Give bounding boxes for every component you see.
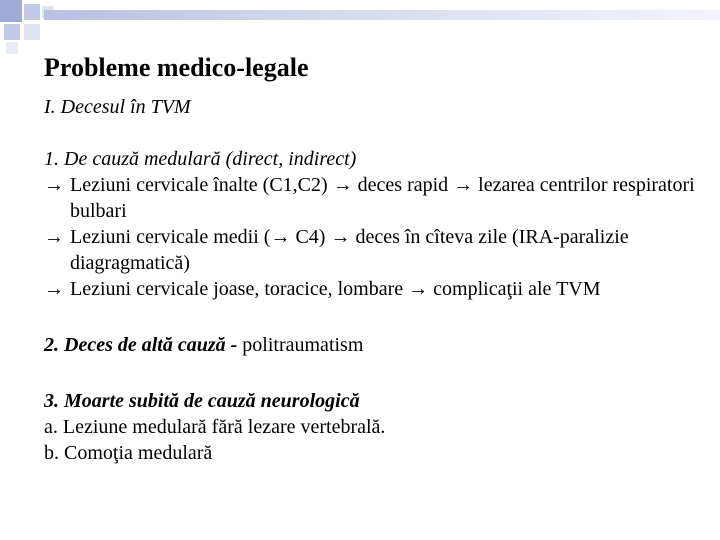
corner-square-small (6, 42, 18, 54)
arrow-icon: → (44, 226, 64, 248)
item-1-bullet (44, 172, 704, 224)
item-1-bullet (44, 224, 704, 276)
item-3-heading: 3. Moarte subită de cauză neurologică (44, 390, 360, 412)
slide-title: Probleme medico-legale (44, 53, 309, 82)
corner-square (24, 4, 40, 20)
item-1-bullet (44, 276, 704, 302)
corner-square (24, 24, 40, 40)
corner-square (4, 24, 20, 40)
item-1 (44, 146, 704, 302)
arrow-icon: → (44, 174, 64, 196)
item-2-line (44, 332, 704, 358)
arrow-icon: → (44, 278, 64, 300)
corner-square-large (0, 0, 22, 22)
bullet-text: Leziuni cervicale medii (→ C4) → deces în cîteva zile (IRA-paralizie diagragmatică) (70, 226, 629, 274)
section-heading-block (44, 94, 704, 120)
item-1-heading: 1. De cauză medulară (direct, indirect) (44, 148, 357, 170)
item-3 (44, 388, 704, 466)
bullet-text: Leziuni cervicale înalte (C1,C2) → deces rapid → lezarea centrilor respiratori bulbari (70, 174, 695, 222)
item-3-line: b. Comoţia medulară (44, 442, 213, 464)
slide-content (44, 48, 704, 466)
item-2-heading: 2. Deces de altă cauză - (44, 334, 238, 356)
item-2 (44, 332, 704, 358)
bullet-text: Leziuni cervicale joase, toracice, lombare → complicaţii ale TVM (70, 278, 601, 300)
header-gradient-band (44, 10, 720, 20)
item-2-text: politraumatism (237, 334, 364, 356)
item-3-line: a. Leziune medulară fără lezare vertebrală. (44, 416, 386, 438)
section-heading: I. Decesul în TVM (44, 96, 191, 118)
